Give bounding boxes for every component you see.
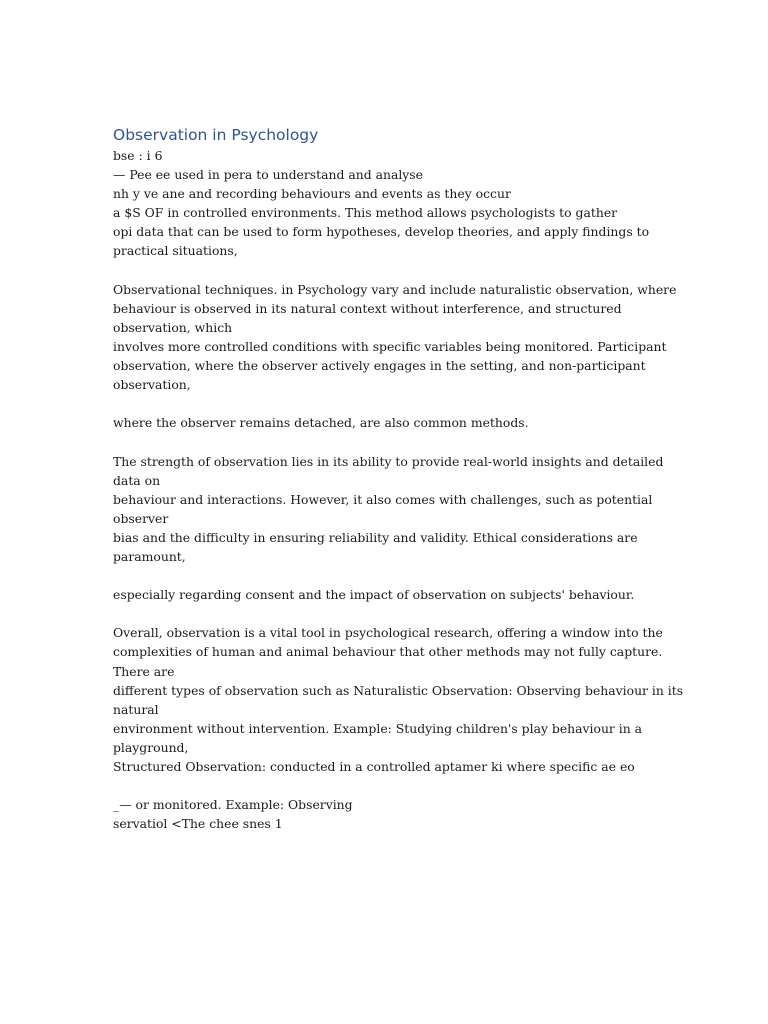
text-line: complexities of human and animal behaviour that other methods may not fully capture. — [113, 644, 663, 660]
text-line: environment without intervention. Example: Studying children's play behaviour in a — [113, 720, 643, 736]
text-line: Structured Observation: conducted in a controlled aptamer ki where specific ae eo — [113, 759, 635, 774]
text-line: especially regarding consent and the impact of observation on subjects' behaviour. — [113, 587, 635, 603]
blank-line — [113, 776, 653, 795]
text-line: behaviour is observed in its natural context without interference, and structured — [113, 300, 622, 316]
blank-line — [113, 261, 653, 280]
text-line: The strength of observation lies in its ability to provide real-world insights and detailed — [113, 453, 664, 469]
text-line: a $S OF in controlled environments. This method allows psychologists to gather — [113, 205, 618, 221]
text-line: nh y ve ane and recording behaviours and events as they occur — [113, 186, 511, 202]
text-line: natural — [113, 701, 159, 717]
text-line: observer — [113, 510, 169, 526]
text-line: behaviour and interactions. However, it also comes with challenges, such as potential — [113, 491, 653, 507]
text-line: servatiol <The chee snes 1 — [113, 816, 283, 832]
text-line: _— or monitored. Example: Observing — [113, 797, 353, 813]
text-line: paramount, — [113, 548, 186, 564]
text-line: opi data that can be used to form hypotheses, develop theories, and apply findings to — [113, 224, 650, 240]
text-line: different types of observation such as Naturalistic Observation: Observing behaviour in its — [113, 682, 684, 698]
text-line: playground, — [113, 739, 189, 755]
text-line: There are — [113, 663, 175, 679]
blank-line — [113, 566, 653, 585]
blank-line — [113, 604, 653, 623]
document-body — [113, 124, 684, 833]
text-line: practical situations, — [113, 243, 238, 259]
text-line: observation, which — [113, 319, 233, 335]
text-line: observation, where the observer actively engages in the setting, and non-participant — [113, 358, 646, 374]
text-line: where the observer remains detached, are also common methods. — [113, 415, 529, 431]
blank-line — [113, 394, 653, 413]
document-text — [113, 146, 684, 833]
text-line: — Pee ee used in pera to understand and analyse — [113, 167, 424, 183]
document-title: Observation in Psychology — [113, 126, 319, 144]
text-line: Overall, observation is a vital tool in psychological research, offering a window into the — [113, 625, 663, 641]
blank-line — [113, 432, 653, 451]
text-line: data on — [113, 472, 161, 488]
text-line: observation, — [113, 377, 191, 393]
text-line: Observational techniques. in Psychology vary and include naturalistic observation, where — [113, 281, 677, 297]
text-line: bias and the difficulty in ensuring reliability and validity. Ethical considerations are — [113, 529, 638, 545]
text-line: bse : i 6 — [113, 148, 163, 163]
text-line: involves more controlled conditions with specific variables being monitored. Participant — [113, 338, 667, 354]
